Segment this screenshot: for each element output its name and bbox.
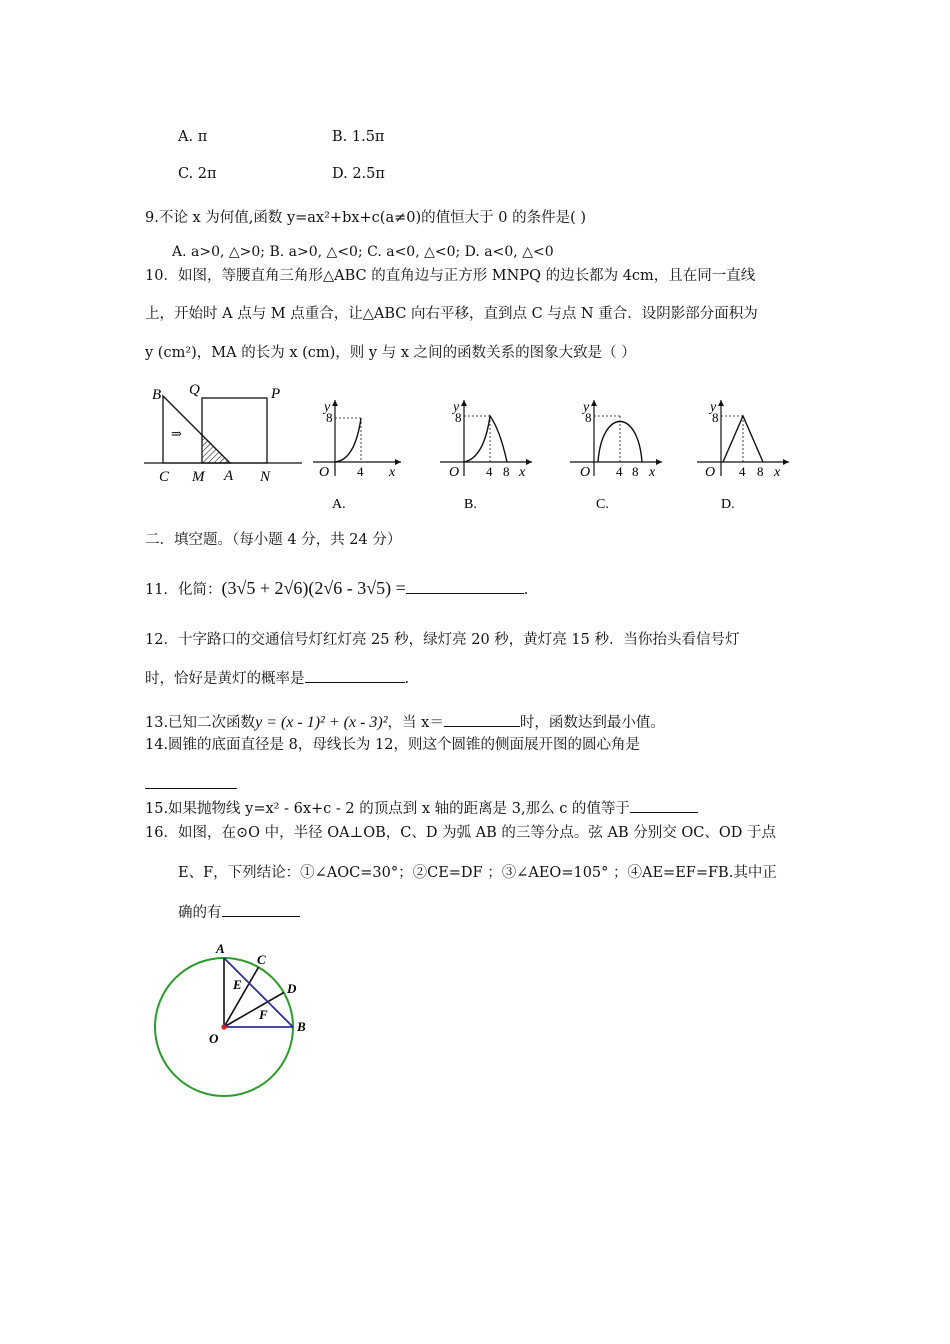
svg-text:4: 4 (357, 464, 364, 479)
label-b: B (152, 387, 162, 403)
arrow-right-icon: ⇒ (171, 426, 182, 441)
curve (723, 416, 763, 462)
svg-text:y: y (324, 400, 331, 415)
svg-text:8: 8 (326, 410, 333, 425)
svg-text:8: 8 (455, 410, 462, 425)
svg-text:y: y (583, 400, 590, 415)
section-heading: 二．填空题。（每小题 4 分，共 24 分） (145, 532, 402, 548)
q11-answer-blank (406, 593, 524, 594)
label-m: M (192, 469, 205, 485)
svg-text:D: D (287, 981, 297, 996)
q10-line-3: y (cm²)，MA 的长为 x (cm)，则 y 与 x 之间的函数关系的图象大致是（ ） (145, 345, 636, 361)
graph-label-c: C. (596, 497, 609, 512)
q10-line-2: 上，开始时 A 点与 M 点重合，让△ABC 向右平移，直到点 C 与点 N 重合．设阴影部分面积为 (145, 306, 758, 322)
q13-answer-blank (444, 726, 520, 727)
q15: 15.如果抛物线 y=x² - 6x+c - 2 的顶点到 x 轴的距离是 3,那么 c 的值等于 (145, 802, 698, 817)
center-point (221, 1024, 226, 1029)
q10-figure (140, 378, 310, 488)
q15-answer-blank (630, 812, 698, 813)
q13-expression: y = (x - 1)² + (x - 3)² (255, 714, 388, 731)
svg-text:8: 8 (632, 464, 639, 479)
q12-line-2: 时，恰好是黄灯的概率是 . (145, 671, 410, 687)
q14-answer-blank (145, 788, 237, 789)
svg-text:F: F (259, 1007, 268, 1022)
label-a: A (224, 468, 234, 484)
q16-figure (140, 935, 340, 1095)
graph-label-b: B. (464, 497, 477, 512)
q11 (145, 579, 528, 598)
label-n: N (260, 469, 271, 485)
q8-option-a: A. π (178, 129, 208, 145)
graph-option-a (305, 398, 405, 513)
svg-text:4: 4 (739, 464, 746, 479)
q8-option-d: D. 2.5π (332, 166, 385, 182)
graph-label-a: A. (332, 497, 346, 512)
graph-option-d (693, 398, 798, 513)
svg-text:A: A (216, 941, 225, 956)
svg-text:O: O (705, 465, 716, 480)
svg-text:8: 8 (712, 410, 719, 425)
svg-text:B: B (297, 1019, 306, 1034)
q13: 13.已知二次函数y = (x - 1)² + (x - 3)²，当 x＝ 时，函数达到最小值。 (145, 714, 665, 731)
q11-prefix: 11．化简： (145, 582, 222, 598)
q12-line-1: 12．十字路口的交通信号灯红灯亮 25 秒，绿灯亮 20 秒，黄灯亮 15 秒．当你抬头看信号灯 (145, 632, 740, 648)
svg-text:y: y (453, 400, 460, 415)
q10-line-1: 10．如图，等腰直角三角形△ABC 的直角边与正方形 MNPQ 的边长都为 4cm，且在同一直线 (145, 268, 756, 284)
q9-stem: 9.不论 x 为何值,函数 y=ax²+bx+c(a≠0)的值恒大于 0 的条件是( ) (145, 210, 587, 226)
svg-text:O: O (209, 1031, 219, 1046)
q16-answer-blank (222, 916, 300, 917)
q8-option-c: C. 2π (178, 166, 217, 182)
q16-line-1: 16．如图，在⊙O 中，半径 OA⊥OB，C、D 为弧 AB 的三等分点。弦 AB 分别交 OC、OD 于点 (145, 825, 776, 841)
label-c: C (159, 469, 170, 485)
q16-line-3: 确的有 (178, 906, 300, 921)
svg-text:C: C (257, 952, 266, 967)
svg-text:4: 4 (616, 464, 623, 479)
svg-text:x: x (519, 465, 526, 480)
svg-text:O: O (319, 465, 330, 480)
label-q: Q (189, 382, 200, 398)
svg-text:8: 8 (585, 410, 592, 425)
svg-text:8: 8 (503, 464, 510, 479)
q9-options: A. a>0, △>0; B. a>0, △<0; C. a<0, △<0; D. a<0, △<0 (172, 244, 554, 260)
graph-option-c (566, 398, 671, 513)
svg-text:x: x (389, 465, 396, 480)
svg-text:y: y (710, 400, 717, 415)
svg-text:x: x (649, 465, 656, 480)
curve (335, 418, 361, 462)
q14-line-1: 14.圆锥的底面直径是 8，母线长为 12，则这个圆锥的侧面展开图的圆心角是 (145, 737, 640, 753)
graph-option-b (436, 398, 541, 513)
svg-text:8: 8 (757, 464, 764, 479)
label-p: P (271, 386, 281, 402)
svg-text:E: E (233, 977, 242, 992)
curve (464, 416, 507, 462)
shaded-region (202, 435, 230, 463)
q8-option-b: B. 1.5π (332, 129, 385, 145)
svg-text:x: x (774, 465, 781, 480)
q12-answer-blank (305, 682, 405, 683)
svg-text:O: O (580, 465, 591, 480)
graph-label-d: D. (721, 497, 735, 512)
q11-expression: (3√5 + 2√6)(2√6 - 3√5) = (221, 578, 406, 598)
q16-line-2: E、F，下列结论：①∠AOC=30°；②CE=DF ；③∠AEO=105° ；④AE=EF=FB.其中正 (178, 865, 777, 881)
q11-suffix: . (523, 582, 529, 598)
svg-text:O: O (449, 465, 460, 480)
svg-text:4: 4 (486, 464, 493, 479)
